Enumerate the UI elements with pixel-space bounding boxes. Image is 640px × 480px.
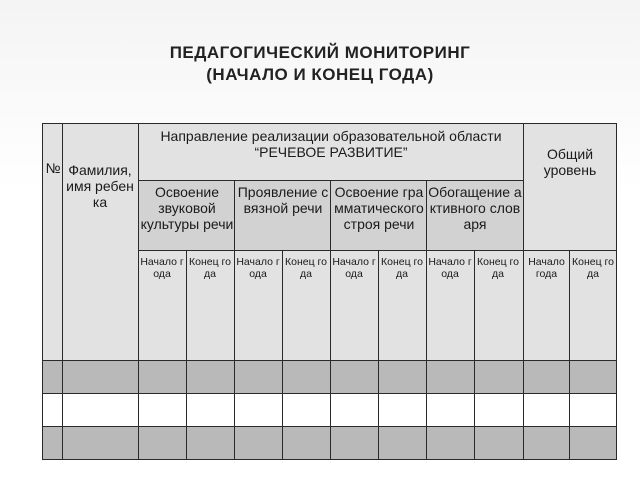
- title-line-2: (НАЧАЛО И КОНЕЦ ГОДА): [206, 65, 434, 84]
- header-cell-total-bg: [523, 123, 616, 250]
- subheader-end: Конец года: [381, 256, 423, 281]
- column-header-direction: Направление реализации образовательной области “РЕЧЕВОЕ РАЗВИТИЕ”: [160, 128, 502, 161]
- column-header-total: Общий уровень: [543, 146, 597, 179]
- table-row: [42, 426, 616, 459]
- subheader-start: Начало года: [140, 256, 184, 281]
- subheader-end: Конец года: [285, 256, 327, 281]
- title-line-1: ПЕДАГОГИЧЕСКИЙ МОНИТОРИНГ: [169, 43, 471, 62]
- subheader-end: Конец года: [572, 256, 614, 281]
- subheader-start: Начало года: [236, 256, 280, 281]
- table-row: [42, 393, 616, 426]
- table-row: [42, 360, 616, 393]
- subheader-start: Начало года: [332, 256, 376, 281]
- column-header-number: №: [45, 160, 61, 176]
- header-cell-name-bg: [42, 123, 138, 360]
- subheader-start: Начало года: [428, 256, 472, 281]
- subheader-start: Начало года: [528, 256, 565, 281]
- section-header-grammar: Освоение грамматического строя речи: [334, 184, 424, 233]
- section-header-vocabulary: Обогащение активного словаря: [428, 184, 522, 233]
- section-header-coherent: Проявление связной речи: [237, 184, 329, 217]
- column-header-name: Фамилия, имя ребенка: [66, 162, 134, 211]
- subheader-end: Конец года: [189, 256, 231, 281]
- subheader-end: Конец года: [477, 256, 519, 281]
- section-header-sound: Освоение звуковой культуры речи: [140, 184, 234, 233]
- page-title: [0, 42, 640, 86]
